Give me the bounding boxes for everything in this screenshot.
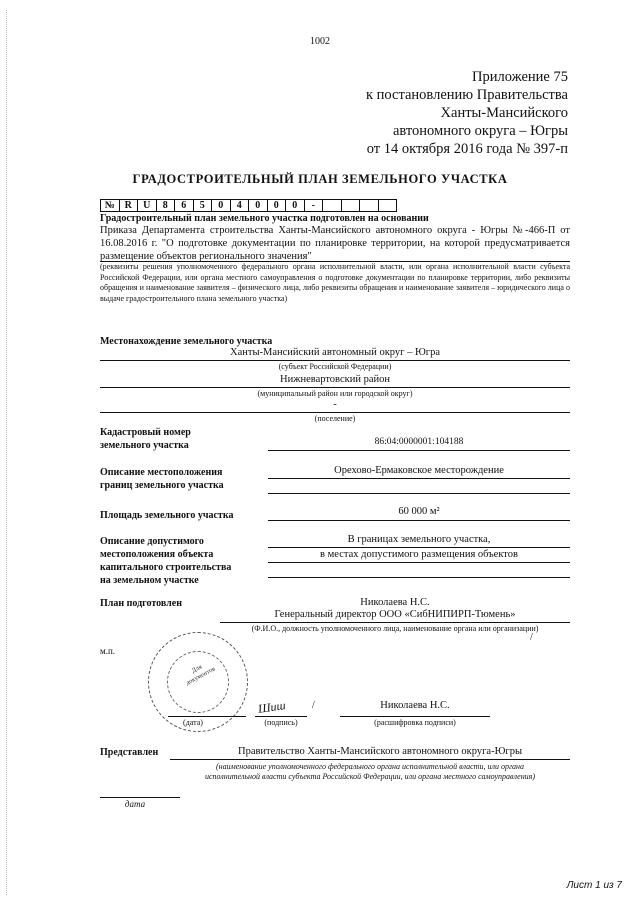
plan-number-cell: 8 bbox=[156, 200, 175, 212]
district-caption: (муниципальный район или городской округ) bbox=[257, 389, 413, 398]
location-heading: Местонахождение земельного участка bbox=[100, 336, 273, 347]
area-label: Площадь земельного участка bbox=[100, 510, 234, 521]
plan-number-cell: U bbox=[138, 200, 157, 212]
presented-caption-line: (наименование уполномоченного федерального органа исполнительной власти, или органа bbox=[215, 762, 525, 771]
subject-caption: (субъект Российской Федерации) bbox=[278, 362, 392, 371]
cadastral-underline bbox=[268, 450, 570, 451]
cadastral-label bbox=[100, 426, 191, 452]
requisites-caption: (реквизиты решения уполномоченного федерального органа исполнительной власти, или органа исполнительной власти субъекта Российской Федерации, или органа местного самоуправления о подготовке документации по планировке территории, либо реквизиты обращения и наименование заявителя – физического лица, либо реквизиты обращения и наименование заявителя – юридического лица о выдаче градостроительного плана земельного участка) bbox=[100, 262, 570, 303]
location-settlement: - bbox=[333, 399, 337, 410]
location-district: Нижневартовский район bbox=[280, 374, 390, 385]
decoding-underline bbox=[340, 716, 490, 717]
presented-value: Правительство Ханты-Мансийского автономного округа-Югры bbox=[237, 746, 522, 757]
plan-number-cell: 0 bbox=[267, 200, 286, 212]
presented-caption bbox=[170, 762, 570, 782]
boundaries-label-line: Описание местоположения bbox=[100, 467, 223, 478]
subject-underline bbox=[100, 360, 570, 361]
boundaries-underline bbox=[268, 478, 570, 479]
prepared-caption: (Ф.И.О., должность уполномоченного лица, наименование органа или организации) bbox=[251, 624, 539, 633]
prepared-underline bbox=[220, 622, 570, 623]
annex-line: Ханты-Мансийского bbox=[440, 105, 568, 121]
date-underline bbox=[168, 716, 246, 717]
plan-number-cell: 0 bbox=[286, 200, 305, 212]
plan-number-table bbox=[100, 199, 397, 212]
date-caption: (дата) bbox=[183, 718, 203, 727]
placement-label-line: капитального строительства bbox=[100, 562, 232, 573]
placement-value-line1: В границах земельного участка, bbox=[347, 534, 491, 545]
plan-number-cell: 0 bbox=[212, 200, 231, 212]
presented-caption-line: исполнительной власти субъекта Российской Федерации, или органа местного самоуправления) bbox=[204, 772, 536, 781]
presented-label: Представлен bbox=[100, 747, 159, 758]
prepared-position: Генеральный директор ООО «СибНИПИРП-Тюмень» bbox=[274, 609, 516, 620]
prepared-name: Николаева Н.С. bbox=[360, 597, 430, 608]
plan-number-cell: 5 bbox=[193, 200, 212, 212]
boundaries-label bbox=[100, 466, 224, 492]
seal-place-label: м.п. bbox=[100, 646, 116, 656]
boundaries-value: Орехово-Ермаковское месторождение bbox=[334, 465, 504, 476]
slash-mark: / bbox=[312, 700, 315, 711]
boundaries-underline bbox=[268, 493, 570, 494]
signature-caption: (подпись) bbox=[264, 718, 298, 727]
placement-label-line: местоположения объекта bbox=[100, 549, 214, 560]
annex-line: от 14 октября 2016 года № 397-п bbox=[366, 141, 568, 157]
location-subject: Ханты-Мансийский автономный округ – Югра bbox=[230, 347, 440, 358]
page-number: 1002 bbox=[310, 36, 330, 47]
placement-value-line2: в местах допустимого размещения объектов bbox=[320, 549, 518, 560]
signature: Шиш bbox=[257, 698, 287, 716]
boundaries-label-line: границ земельного участка bbox=[100, 480, 224, 491]
placement-label-line: Описание допустимого bbox=[100, 536, 204, 547]
area-underline bbox=[268, 520, 570, 521]
slash-mark: / bbox=[530, 632, 533, 643]
plan-number-cell: R bbox=[119, 200, 138, 212]
cadastral-label-line: Кадастровый номер bbox=[100, 427, 191, 438]
district-underline bbox=[100, 387, 570, 388]
placement-underline bbox=[268, 577, 570, 578]
plan-number-cell: № bbox=[101, 200, 120, 212]
signature-decoding: Николаева Н.С. bbox=[380, 700, 450, 711]
basis-heading: Градостроительный план земельного участка подготовлен на основании bbox=[100, 213, 429, 224]
annex-line: к постановлению Правительства bbox=[366, 87, 568, 103]
prepared-label: План подготовлен bbox=[100, 598, 182, 609]
basis-text: Приказа Департамента строительства Ханты-Мансийского автономного округа - Югры №-466-П от 16.08.2016 г. "О подготовке документации по планировке территории, на которой предусматривается размещение объектов регионального значения" bbox=[100, 225, 570, 262]
plan-number-cell bbox=[323, 200, 342, 212]
cadastral-number: 86:04:0000001:104188 bbox=[374, 437, 464, 447]
document-title: ГРАДОСТРОИТЕЛЬНЫЙ ПЛАН ЗЕМЕЛЬНОГО УЧАСТКА bbox=[132, 172, 508, 186]
annex-line: Приложение 75 bbox=[472, 69, 568, 85]
settlement-underline bbox=[100, 412, 570, 413]
plan-number-cell: 0 bbox=[249, 200, 268, 212]
area-value: 60 000 м² bbox=[398, 506, 440, 517]
plan-number-cell bbox=[360, 200, 379, 212]
page-edge bbox=[6, 10, 8, 895]
annex-line: автономного округа – Югры bbox=[392, 123, 568, 139]
placement-label bbox=[100, 535, 231, 587]
presented-date-underline bbox=[100, 797, 180, 798]
signature-underline bbox=[255, 716, 307, 717]
plan-number-cell: 6 bbox=[175, 200, 194, 212]
plan-number-cell: - bbox=[304, 200, 323, 212]
settlement-caption: (поселение) bbox=[314, 414, 356, 423]
plan-number-cell: 4 bbox=[230, 200, 249, 212]
cadastral-label-line: земельного участка bbox=[100, 440, 189, 451]
placement-underline bbox=[268, 547, 570, 548]
annex-header bbox=[366, 68, 568, 158]
presented-underline bbox=[170, 759, 570, 760]
placement-underline bbox=[268, 562, 570, 563]
presented-date-label: дата bbox=[124, 799, 146, 809]
plan-number-cell bbox=[341, 200, 360, 212]
placement-label-line: на земельном участке bbox=[100, 575, 199, 586]
plan-number-cell bbox=[378, 200, 397, 212]
seal-stamp-text: Для документов bbox=[184, 663, 217, 687]
decoding-caption: (расшифровка подписи) bbox=[374, 718, 456, 727]
sheet-counter: Лист 1 из 7 bbox=[566, 880, 622, 891]
